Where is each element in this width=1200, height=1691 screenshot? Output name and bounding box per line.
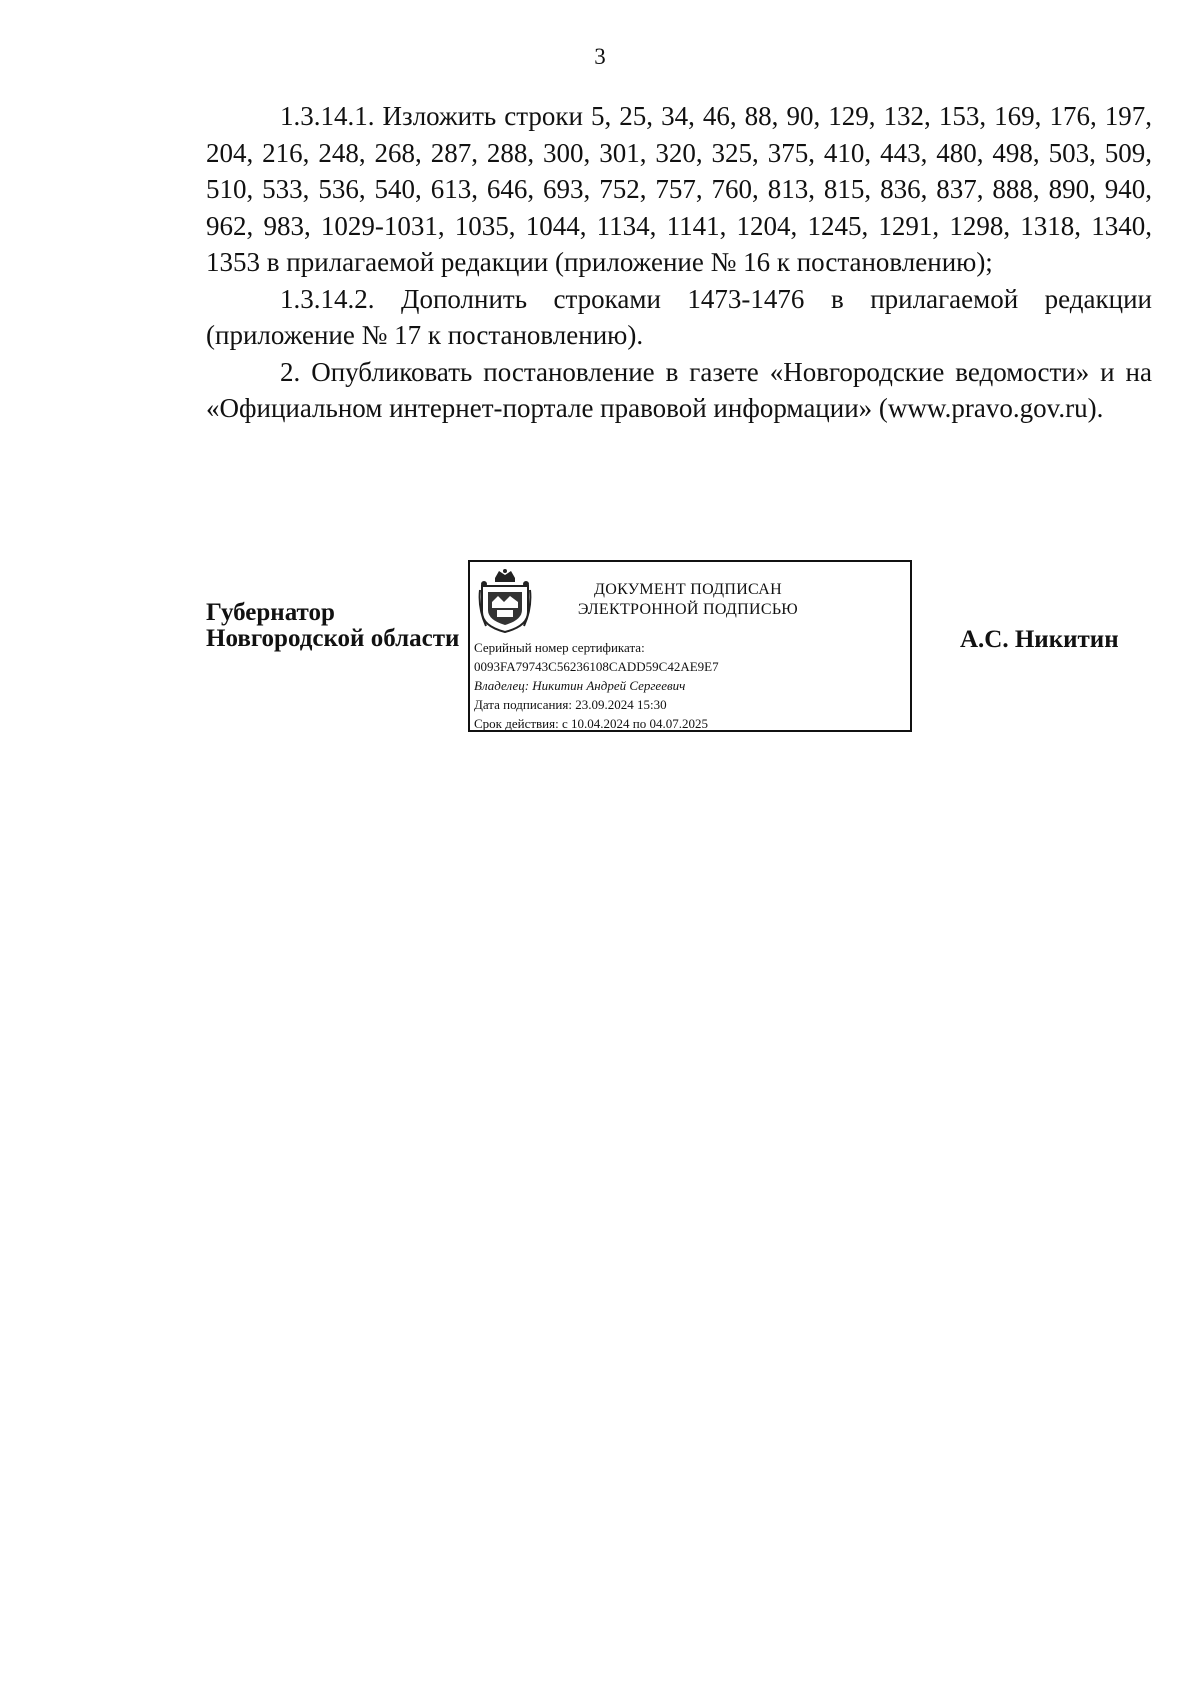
signature-block (0, 560, 1200, 740)
coat-of-arms-icon (478, 568, 532, 634)
electronic-signature-stamp (468, 560, 912, 732)
stamp-heading-line2: ЭЛЕКТРОННОЙ ПОДПИСЬЮ (577, 601, 799, 618)
signing-date: Дата подписания: 23.09.2024 15:30 (474, 697, 667, 712)
stamp-heading-line1: ДОКУМЕНТ ПОДПИСАН (594, 581, 782, 598)
signatory-title (206, 600, 459, 652)
signatory-title-line2: Новгородской области (206, 625, 460, 652)
certificate-serial-label: Серийный номер сертификата: (474, 640, 645, 655)
paragraph-1-3-14-1: 1.3.14.1. Изложить строки 5, 25, 34, 46, 88, 90, 129, 132, 153, 169, 176, 197, 204, 216, 248, 268, 287, 288, 300, 301, 320, 325, 375, 410, 443, 480, 498, 503, 509, 510, 533, 536, 540, 613, 646, 693, 752, 757, 760, 813, 815, 836, 837, 888, 890, 940, 962, 983, 1029-1031, 1035, 1044, 1134, 1141, 1204, 1245, 1291, 1298, 1318, 1340, 1353 в прилагаемой редакции (приложение № 16 к постановлению); (206, 101, 1152, 277)
certificate-owner: Владелец: Никитин Андрей Сергеевич (474, 678, 686, 693)
stamp-heading (538, 580, 838, 620)
signer-name: А.С. Никитин (960, 626, 1119, 653)
stamp-details (474, 638, 719, 733)
document-body (206, 98, 1152, 427)
paragraph-2-publication: 2. Опубликовать постановление в газете «Новгородские ведомости» и на «Официальном интернет-портале правовой информации» (www.pravo.gov.ru). (206, 356, 1152, 423)
page-number: 3 (594, 44, 606, 69)
certificate-serial-value: 0093FA79743C56236108CADD59C42AE9E7 (474, 659, 719, 674)
certificate-validity: Срок действия: с 10.04.2024 по 04.07.2025 (474, 716, 708, 731)
paragraph-1-3-14-2: 1.3.14.2. Дополнить строками 1473-1476 в прилагаемой редакции (приложение № 17 к постановлению). (206, 283, 1152, 350)
signatory-title-line1: Губернатор (206, 599, 335, 626)
